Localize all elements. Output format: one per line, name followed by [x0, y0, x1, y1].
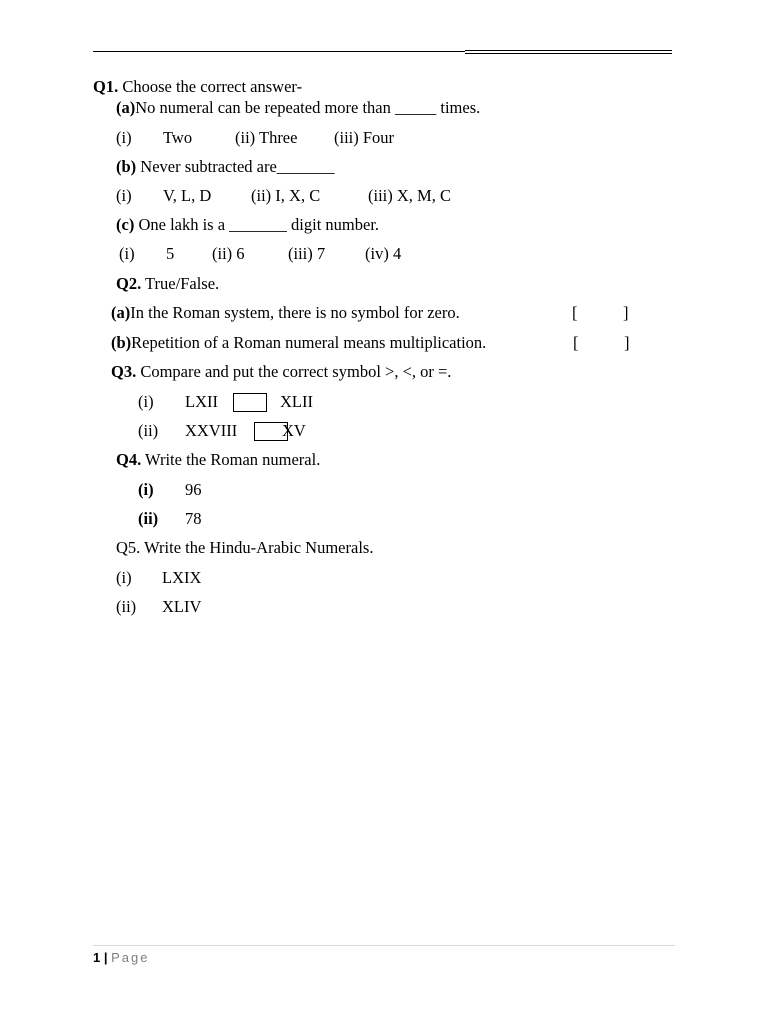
page-separator: | — [103, 950, 108, 965]
q1-b-label: (b) — [116, 157, 137, 176]
q1-c-opt-2: (ii) 6 — [212, 244, 245, 263]
q1-heading — [93, 77, 302, 97]
q2-b-answer-blank[interactable] — [583, 333, 621, 353]
q1-a-question — [116, 98, 480, 118]
q1-a-opt-3: (iii) Four — [334, 128, 395, 147]
page-label: Page — [111, 950, 150, 965]
page-number: 1 — [93, 950, 101, 965]
q3-i-answer-box[interactable] — [233, 393, 267, 412]
q2-title: True/False. — [145, 274, 220, 293]
q2-a-text: In the Roman system, there is no symbol for zero. — [130, 303, 460, 322]
q4-heading — [116, 450, 320, 470]
q1-c-opt-1: 5 — [166, 244, 175, 263]
header-rule-left — [93, 51, 465, 52]
q1-b-opt-1: V, L, D — [163, 186, 212, 205]
q4-label: Q4. — [116, 450, 142, 469]
q2-a-label: (a) — [111, 303, 131, 322]
q4-ii-value: 78 — [185, 509, 202, 528]
q3-ii-right: XV — [282, 421, 306, 440]
q3-ii-answer-box[interactable] — [254, 422, 288, 441]
q2-b-bracket-close: ] — [624, 333, 630, 352]
q2-b-bracket-open: [ — [573, 333, 579, 352]
q1-a-opt-1: Two — [163, 128, 193, 147]
q3-ii-num: (ii) — [138, 421, 159, 440]
q3-i-num: (i) — [138, 392, 154, 411]
q2-a-bracket-open: [ — [572, 303, 578, 322]
q3-heading — [111, 362, 451, 382]
q2-a-answer-blank[interactable] — [582, 303, 620, 323]
q5-heading: Q5. Write the Hindu-Arabic Numerals. — [116, 538, 374, 557]
q2-label: Q2. — [116, 274, 142, 293]
q5-ii-num: (ii) — [116, 597, 137, 616]
q2-b-text: Repetition of a Roman numeral means multiplication. — [131, 333, 487, 352]
q1-b-opt-2: (ii) I, X, C — [251, 186, 321, 205]
q1-a-label: (a) — [116, 98, 136, 117]
q1-c-label: (c) — [116, 215, 135, 234]
q1-label: Q1. — [93, 77, 119, 96]
q1-c-text: One lakh is a _______ digit number. — [138, 215, 380, 234]
q1-b-opt-num: (i) — [116, 186, 132, 205]
q3-label: Q3. — [111, 362, 137, 381]
q2-b-label: (b) — [111, 333, 132, 352]
q4-i-value: 96 — [185, 480, 202, 499]
q1-c-opt-4: (iv) 4 — [365, 244, 402, 263]
q1-c-opt-3: (iii) 7 — [288, 244, 326, 263]
q3-title: Compare and put the correct symbol >, <, or =. — [140, 362, 452, 381]
q2-b-statement — [111, 333, 486, 353]
q3-i-right: XLII — [280, 392, 313, 411]
q1-title: Choose the correct answer- — [122, 77, 303, 96]
q4-i-num: (i) — [138, 480, 154, 499]
q1-a-opt-2: (ii) Three — [235, 128, 298, 147]
q5-i-value: LXIX — [162, 568, 202, 587]
q4-ii-num: (ii) — [138, 509, 159, 528]
q4-title: Write the Roman numeral. — [145, 450, 321, 469]
q1-c-question — [116, 215, 379, 235]
q2-a-bracket-close: ] — [623, 303, 629, 322]
header-rule-right-top — [465, 50, 672, 51]
q5-ii-value: XLIV — [162, 597, 202, 616]
footer-rule — [93, 945, 675, 946]
q1-a-text: No numeral can be repeated more than _____ times. — [135, 98, 481, 117]
page-footer — [93, 948, 150, 968]
q1-a-opt-num: (i) — [116, 128, 132, 147]
q2-a-statement — [111, 303, 460, 323]
q1-b-text: Never subtracted are_______ — [140, 157, 335, 176]
q1-b-opt-3: (iii) X, M, C — [368, 186, 451, 205]
q2-heading — [116, 274, 219, 294]
header-rule-right-bottom — [465, 53, 672, 54]
q3-i-left: LXII — [185, 392, 218, 411]
q1-c-opt-num: (i) — [119, 244, 135, 263]
q3-ii-left: XXVIII — [185, 421, 238, 440]
q1-b-question — [116, 157, 335, 177]
q5-i-num: (i) — [116, 568, 132, 587]
